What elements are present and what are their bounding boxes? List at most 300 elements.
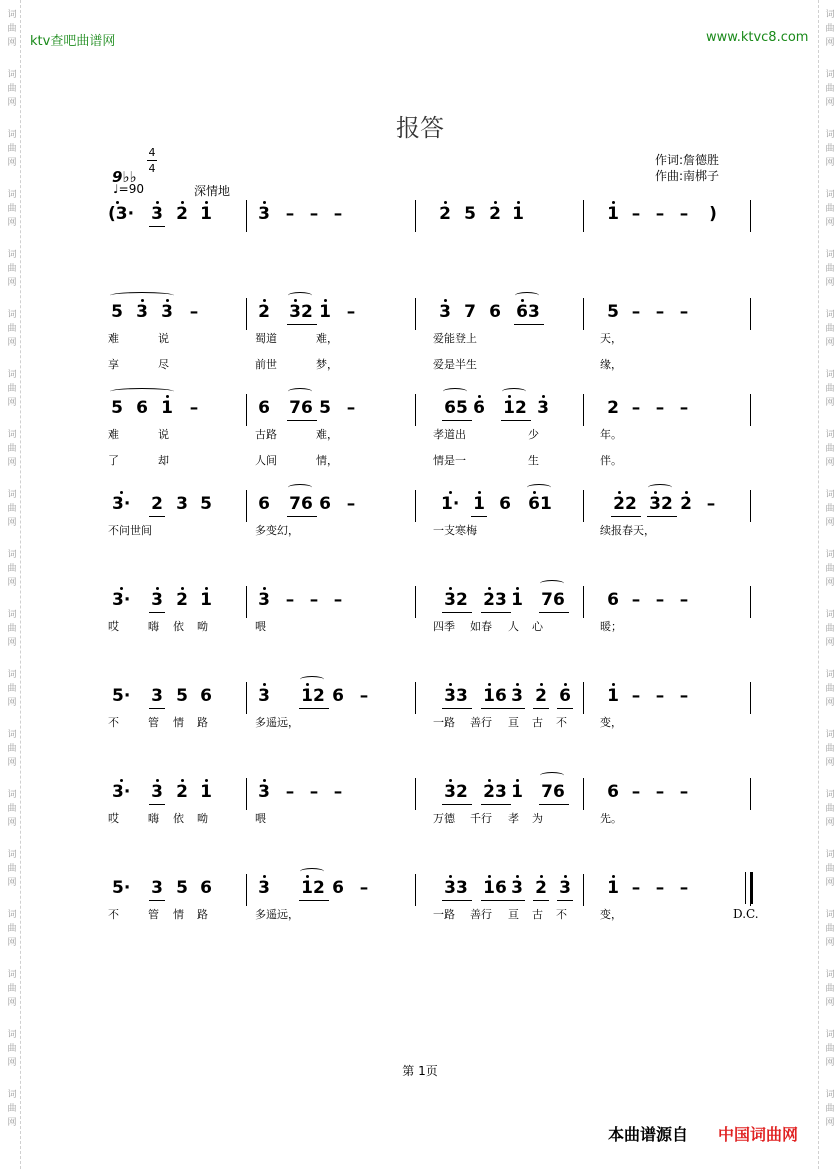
lyric: 人 [508,620,519,633]
slur [288,484,312,491]
lyric: 嗨 [148,812,159,825]
slur [300,676,324,683]
barline [750,394,751,426]
source-label: 本曲谱源自 [608,1125,689,1144]
watermark-glyph: 曲 [7,684,17,694]
lyric: 善行 [470,908,492,921]
watermark-glyph: 词 [825,670,835,680]
note: – [333,782,343,802]
watermark-glyph: 网 [7,878,17,888]
octave-dot [478,395,481,398]
note: 3· [112,590,131,610]
lyric-verse2: 缘， [600,358,622,371]
watermark-glyph: 曲 [825,24,835,34]
note: 16 [483,878,507,898]
note: 76 [541,782,565,802]
lyric: 善行 [470,716,492,729]
watermark-glyph: 词 [7,190,17,200]
lyric: 难， [316,332,338,345]
note: 5· [112,686,131,706]
octave-dot [542,395,545,398]
lyric: 续报春天， [600,524,655,537]
watermark-glyph: 网 [7,938,17,948]
barline [415,874,416,906]
note: 6 [499,494,511,514]
lyric: 一支寒梅 [433,524,477,537]
watermark-glyph: 网 [7,818,17,828]
barline [415,298,416,330]
watermark-glyph: 曲 [7,984,17,994]
note: – [359,878,369,898]
slur [515,292,539,299]
note: – [631,204,641,224]
note: – [655,782,665,802]
note: 1 [319,302,331,322]
watermark-glyph: 网 [7,758,17,768]
octave-dot [654,491,657,494]
octave-dot [205,779,208,782]
lyric: 路 [197,716,208,729]
octave-dot [205,587,208,590]
note: – [631,590,641,610]
watermark-glyph: 曲 [825,1104,835,1114]
lyric: 难 [108,332,119,345]
lyric: 为 [532,812,543,825]
octave-dot [564,875,567,878]
note: – [679,398,689,418]
duration-underline [647,516,677,517]
final-barline-thick [750,872,753,904]
barline [750,682,751,714]
octave-dot [508,395,511,398]
duration-underline [509,900,525,901]
watermark-glyph: 网 [825,878,835,888]
watermark-glyph: 网 [825,698,835,708]
note: 6 [136,398,148,418]
octave-dot [116,201,119,204]
lyric: 孝 [508,812,519,825]
barline [583,682,584,714]
da-capo-mark: D.C. [733,907,759,921]
barline [246,200,247,232]
lyric: 不 [108,908,119,921]
watermark-glyph: 词 [825,130,835,140]
watermark-glyph: 曲 [7,804,17,814]
duration-underline [481,612,511,613]
watermark-glyph: 词 [825,850,835,860]
note: 5 [200,494,212,514]
note: – [655,398,665,418]
note: 1 [200,782,212,802]
lyric-verse2: 生 [528,454,539,467]
octave-dot [120,587,123,590]
slur [648,484,672,491]
note: 2 [535,878,547,898]
lyric: 依 [173,620,184,633]
watermark-glyph: 曲 [7,564,17,574]
barline [750,778,751,810]
watermark-glyph: 曲 [7,264,17,274]
octave-dot [444,201,447,204]
lyric: 古 [532,908,543,921]
octave-dot [685,491,688,494]
octave-dot [120,491,123,494]
note: 76 [541,590,565,610]
watermark-glyph: 曲 [7,24,17,34]
note: 3 [151,204,163,224]
barline [415,682,416,714]
note: 6 [319,494,331,514]
watermark-glyph: 网 [825,338,835,348]
watermark-glyph: 曲 [825,1044,835,1054]
lyric: 多变幻， [255,524,299,537]
barline [415,394,416,426]
note: 6 [559,686,571,706]
duration-underline [442,708,472,709]
duration-underline [533,900,549,901]
note: 2 [176,590,188,610]
watermark-glyph: 网 [7,998,17,1008]
duration-underline [149,804,165,805]
note: 3 [176,494,188,514]
note: – [309,590,319,610]
watermark-glyph: 词 [7,430,17,440]
octave-dot [618,491,621,494]
duration-underline [442,804,472,805]
note: 6 [200,686,212,706]
octave-dot [516,683,519,686]
note: 32 [444,590,468,610]
note: 32 [289,302,313,322]
note: 12 [503,398,527,418]
note: 6 [473,398,485,418]
time-signature [147,146,157,175]
duration-underline [533,708,549,709]
octave-dot [263,875,266,878]
watermark-glyph: 曲 [825,144,835,154]
octave-dot [449,779,452,782]
watermark-glyph: 网 [825,578,835,588]
note: 16 [483,686,507,706]
lyric: 难， [316,428,338,441]
watermark-glyph: 词 [7,790,17,800]
barline [415,778,416,810]
watermark-glyph: 词 [7,670,17,680]
watermark-glyph: 曲 [825,564,835,574]
time-sig-bar [147,160,157,161]
watermark-glyph: 网 [7,278,17,288]
barline [583,586,584,618]
duration-underline [481,804,511,805]
octave-dot [181,201,184,204]
note: – [679,204,689,224]
note: 1 [607,686,619,706]
lyric: 不 [108,716,119,729]
slur [288,388,312,395]
barline [246,874,247,906]
watermark-glyph: 曲 [825,504,835,514]
lyric-verse2: 情是一 [433,454,466,467]
barline [246,682,247,714]
source-site-link[interactable]: 中国词曲网 [718,1125,799,1144]
watermark-glyph: 曲 [7,624,17,634]
note: 61 [528,494,552,514]
song-title: 报答 [396,114,444,142]
barline [246,298,247,330]
note: – [655,204,665,224]
octave-dot [449,683,452,686]
watermark-glyph: 词 [7,250,17,260]
note: 3 [151,590,163,610]
key-signature: 9♭♭ [112,168,137,186]
note: 76 [289,398,313,418]
watermark-glyph: 词 [7,370,17,380]
watermark-glyph: 词 [825,490,835,500]
watermark-glyph: 曲 [825,984,835,994]
watermark-glyph: 网 [825,398,835,408]
note: ) [709,204,717,224]
duration-underline [149,226,165,227]
note: 6 [200,878,212,898]
note: 12 [301,878,325,898]
note: 2 [439,204,451,224]
lyric: 呦 [197,620,208,633]
note: 3 [258,204,270,224]
lyric: 蜀道 [255,332,277,345]
watermark-glyph: 网 [7,518,17,528]
watermark-glyph: 词 [825,790,835,800]
watermark-glyph: 曲 [7,1104,17,1114]
lyric: 亘 [508,716,519,729]
watermark-glyph: 网 [7,458,17,468]
barline [415,490,416,522]
octave-dot [516,875,519,878]
duration-underline [442,900,472,901]
note: 1 [512,204,524,224]
slur [502,388,526,395]
duration-underline [149,708,165,709]
watermark-glyph: 词 [825,70,835,80]
note: – [309,782,319,802]
duration-underline [514,324,544,325]
barline [246,586,247,618]
lyric: 暖； [600,620,622,633]
note: 3 [511,686,523,706]
octave-dot [324,299,327,302]
watermark-glyph: 网 [825,518,835,528]
duration-underline [481,708,511,709]
barline [750,586,751,618]
duration-underline [299,900,329,901]
lyric-verse2: 情， [316,454,338,467]
watermark-glyph: 曲 [825,744,835,754]
lyric-verse2: 伴。 [600,454,622,467]
duration-underline [442,420,472,421]
octave-dot [166,395,169,398]
lyric-verse2: 梦， [316,358,338,371]
barline [583,874,584,906]
octave-dot [181,587,184,590]
lyric: 喂 [255,812,266,825]
watermark-glyph: 网 [825,938,835,948]
watermark-glyph: 词 [7,10,17,20]
note: 32 [444,782,468,802]
watermark-glyph: 曲 [7,444,17,454]
watermark-glyph: 曲 [7,324,17,334]
watermark-glyph: 曲 [825,264,835,274]
note: 76 [289,494,313,514]
watermark-glyph: 词 [825,1090,835,1100]
note: 1 [473,494,485,514]
note: 1 [200,204,212,224]
lyric: 哎 [108,620,119,633]
lyric-verse2: 却 [158,454,169,467]
octave-dot [540,875,543,878]
watermark-glyph: 网 [7,1118,17,1128]
watermark-glyph: 曲 [7,1044,17,1054]
note: 2 [176,782,188,802]
watermark-glyph: 网 [825,818,835,828]
header-site-name[interactable]: ktv查吧曲谱网 [30,34,116,49]
duration-underline [287,420,317,421]
octave-dot [488,779,491,782]
lyric: 一路 [433,908,455,921]
barline [583,778,584,810]
watermark-glyph: 词 [825,310,835,320]
note: 3· [112,494,131,514]
watermark-glyph: 曲 [7,744,17,754]
note: 65 [444,398,468,418]
lyric: 路 [197,908,208,921]
lyric: 说 [158,428,169,441]
lyric: 少 [528,428,539,441]
duration-underline [539,612,569,613]
duration-underline [299,708,329,709]
note: 3 [258,782,270,802]
watermark-glyph: 网 [825,1058,835,1068]
barline [583,298,584,330]
duration-underline [481,900,511,901]
lyric: 不问世间 [108,524,152,537]
octave-dot [306,683,309,686]
slur [443,388,467,395]
header-site-url[interactable]: www.ktvc8.com [706,30,809,45]
barline [246,490,247,522]
octave-dot [494,201,497,204]
lyric-verse2: 爱是半生 [433,358,477,371]
note: (3· [108,204,135,224]
octave-dot [521,299,524,302]
lyric: 古路 [255,428,277,441]
octave-dot [488,587,491,590]
watermark-glyph: 词 [825,1030,835,1040]
watermark-glyph: 曲 [7,864,17,874]
watermark-glyph: 词 [825,190,835,200]
watermark-glyph: 曲 [7,924,17,934]
barline [750,298,751,330]
note: – [189,302,199,322]
duration-underline [539,804,569,805]
watermark-glyph: 词 [7,1090,17,1100]
octave-dot [612,875,615,878]
note: 3 [151,686,163,706]
watermark-glyph: 网 [7,158,17,168]
watermark-glyph: 词 [7,490,17,500]
watermark-glyph: 网 [825,1118,835,1128]
watermark-glyph: 曲 [825,384,835,394]
watermark-glyph: 词 [7,850,17,860]
note: 2 [535,686,547,706]
note: – [631,878,641,898]
octave-dot [612,201,615,204]
lyric: 嗨 [148,620,159,633]
octave-dot [263,779,266,782]
note: 5 [176,878,188,898]
note: 3 [511,878,523,898]
watermark-glyph: 词 [7,310,17,320]
time-sig-top: 4 [148,146,156,159]
note: 1 [607,878,619,898]
note: 12 [301,686,325,706]
note: 6 [258,398,270,418]
lyric: 不 [556,716,567,729]
lyric: 古 [532,716,543,729]
note: 3 [258,590,270,610]
note: 3 [559,878,571,898]
watermark-glyph: 网 [7,98,17,108]
duration-underline [501,420,531,421]
octave-dot [488,683,491,686]
note: 5 [464,204,476,224]
note: – [359,686,369,706]
duration-underline [287,516,317,517]
octave-dot [181,779,184,782]
watermark-glyph: 网 [7,398,17,408]
note: 6 [607,590,619,610]
barline [750,200,751,232]
note: 1 [200,590,212,610]
lyric: 亘 [508,908,519,921]
watermark-glyph: 词 [825,430,835,440]
note: – [655,878,665,898]
note: – [309,204,319,224]
lyric: 不 [556,908,567,921]
note: 6 [489,302,501,322]
watermark-glyph: 网 [7,338,17,348]
octave-dot [120,779,123,782]
note: – [333,204,343,224]
watermark-glyph: 网 [825,38,835,48]
note: – [706,494,716,514]
lyric: 千行 [470,812,492,825]
lyric: 情 [173,716,184,729]
lyric-verse2: 尽 [158,358,169,371]
lyric-verse2: 前世 [255,358,277,371]
lyric: 如春 [470,620,492,633]
lyric: 变， [600,908,622,921]
note: 2 [176,204,188,224]
lyric: 难 [108,428,119,441]
note: – [655,302,665,322]
slur [300,868,324,875]
note: 5· [112,878,131,898]
watermark-glyph: 网 [7,1058,17,1068]
octave-dot [517,201,520,204]
lyric: 年。 [600,428,622,441]
note: 22 [613,494,637,514]
duration-underline [287,324,317,325]
note: – [679,590,689,610]
